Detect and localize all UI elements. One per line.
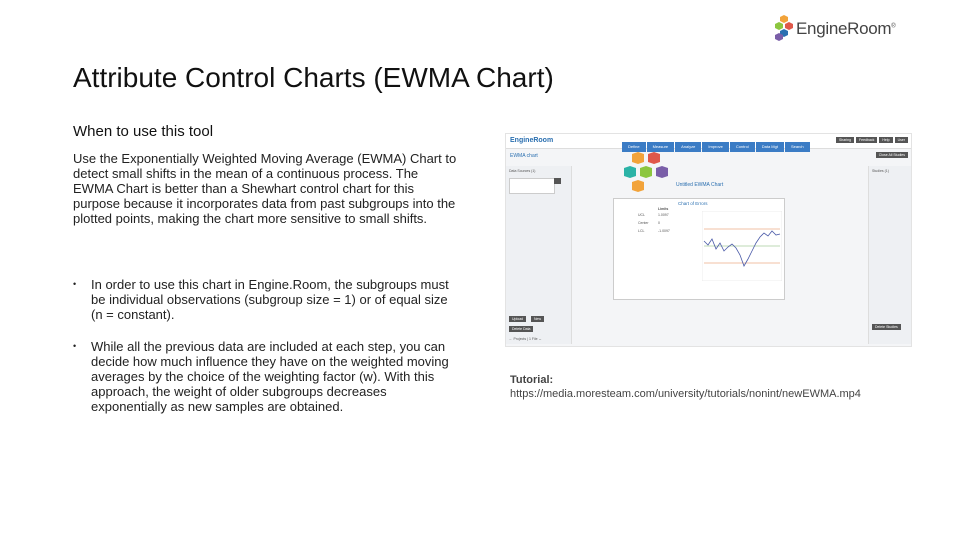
nav-tab[interactable]: Improve bbox=[702, 142, 728, 152]
util-button[interactable]: Sharing bbox=[836, 137, 854, 143]
close-all-studies-button[interactable]: Close All Studies bbox=[876, 152, 908, 158]
section-heading: When to use this tool bbox=[73, 123, 214, 140]
studies-panel bbox=[868, 166, 911, 344]
bullet-marker: • bbox=[73, 279, 77, 289]
ewma-line-plot bbox=[702, 211, 782, 281]
center-label: Center bbox=[638, 221, 649, 225]
utility-bar bbox=[836, 137, 908, 143]
data-source-item[interactable] bbox=[509, 178, 555, 194]
delete-studies-button[interactable]: Delete Studies bbox=[872, 324, 901, 330]
new-button[interactable]: New bbox=[531, 316, 544, 322]
intro-paragraph: Use the Exponentially Weighted Moving Average (EWMA) Chart to detect small shifts in the mean of a continuous process. The EWMA Chart is better than a Shewhart control chart for this purpose because it incorporates data from past subgroups into the plotted points, making the chart more sensitive to small shifts. bbox=[73, 151, 457, 226]
logo-hex-icon bbox=[774, 15, 794, 43]
brand-logo bbox=[774, 14, 899, 44]
chart-panel bbox=[613, 198, 785, 300]
app-logo: EngineRoom bbox=[510, 137, 554, 144]
app-nav-tabs bbox=[622, 142, 810, 152]
center-value: 0 bbox=[658, 221, 660, 225]
tutorial-label: Tutorial: bbox=[510, 374, 554, 386]
app-page-heading: EWMA chart bbox=[510, 153, 538, 159]
brand-name: EngineRoom® bbox=[796, 19, 896, 38]
tutorial-link[interactable]: https://media.moresteam.com/university/tutorials/nonint/newEWMA.mp4 bbox=[510, 388, 861, 400]
projects-footer[interactable]: ← Projects | 1 File ↔ bbox=[509, 337, 543, 341]
data-sources-panel bbox=[506, 166, 572, 344]
nav-tab[interactable]: Define bbox=[622, 142, 646, 152]
bullet-list bbox=[73, 277, 458, 431]
lcl-value: -1.0097 bbox=[658, 229, 670, 233]
bullet-item bbox=[73, 339, 458, 414]
ucl-value: 1.0097 bbox=[658, 213, 669, 217]
nav-tab[interactable]: Control bbox=[730, 142, 755, 152]
util-button[interactable]: User bbox=[895, 137, 908, 143]
delete-data-button[interactable]: Delete Data bbox=[509, 326, 533, 332]
upload-button[interactable]: Upload bbox=[509, 316, 526, 322]
util-button[interactable]: Help bbox=[879, 137, 892, 143]
ucl-label: UCL bbox=[638, 213, 646, 217]
studies-title: Studies (1) bbox=[872, 169, 889, 173]
util-button[interactable]: Feedback bbox=[856, 137, 877, 143]
limits-label: Limits bbox=[658, 207, 669, 211]
nav-tab[interactable]: Data Mgt bbox=[756, 142, 784, 152]
slide-title: Attribute Control Charts (EWMA Chart) bbox=[73, 62, 554, 93]
bullet-item bbox=[73, 277, 458, 322]
bullet-marker: • bbox=[73, 341, 77, 351]
nav-tab[interactable]: Measure bbox=[647, 142, 675, 152]
data-sources-title: Data Sources (1) bbox=[509, 169, 536, 173]
chart-title: Chart of Errors bbox=[678, 201, 708, 206]
lcl-label: LCL bbox=[638, 229, 645, 233]
chart-tile-title[interactable]: Untitled EWMA Chart bbox=[676, 182, 724, 188]
edit-button[interactable] bbox=[554, 178, 561, 184]
nav-tab[interactable]: Analyze bbox=[675, 142, 701, 152]
app-screenshot bbox=[505, 133, 912, 347]
bullet-text: In order to use this chart in Engine.Room, the subgroups must be individual observations (subgroup size = 1) or of equal size (n = constant). bbox=[91, 277, 449, 322]
bullet-text: While all the previous data are included at each step, you can decide how much influence they have on the weighted moving averages by the choice of the weighting factor (w). With this approach, the weight of older subgroups decreases exponentially as new samples are obtained. bbox=[91, 339, 449, 414]
nav-tab[interactable]: Search bbox=[785, 142, 810, 152]
